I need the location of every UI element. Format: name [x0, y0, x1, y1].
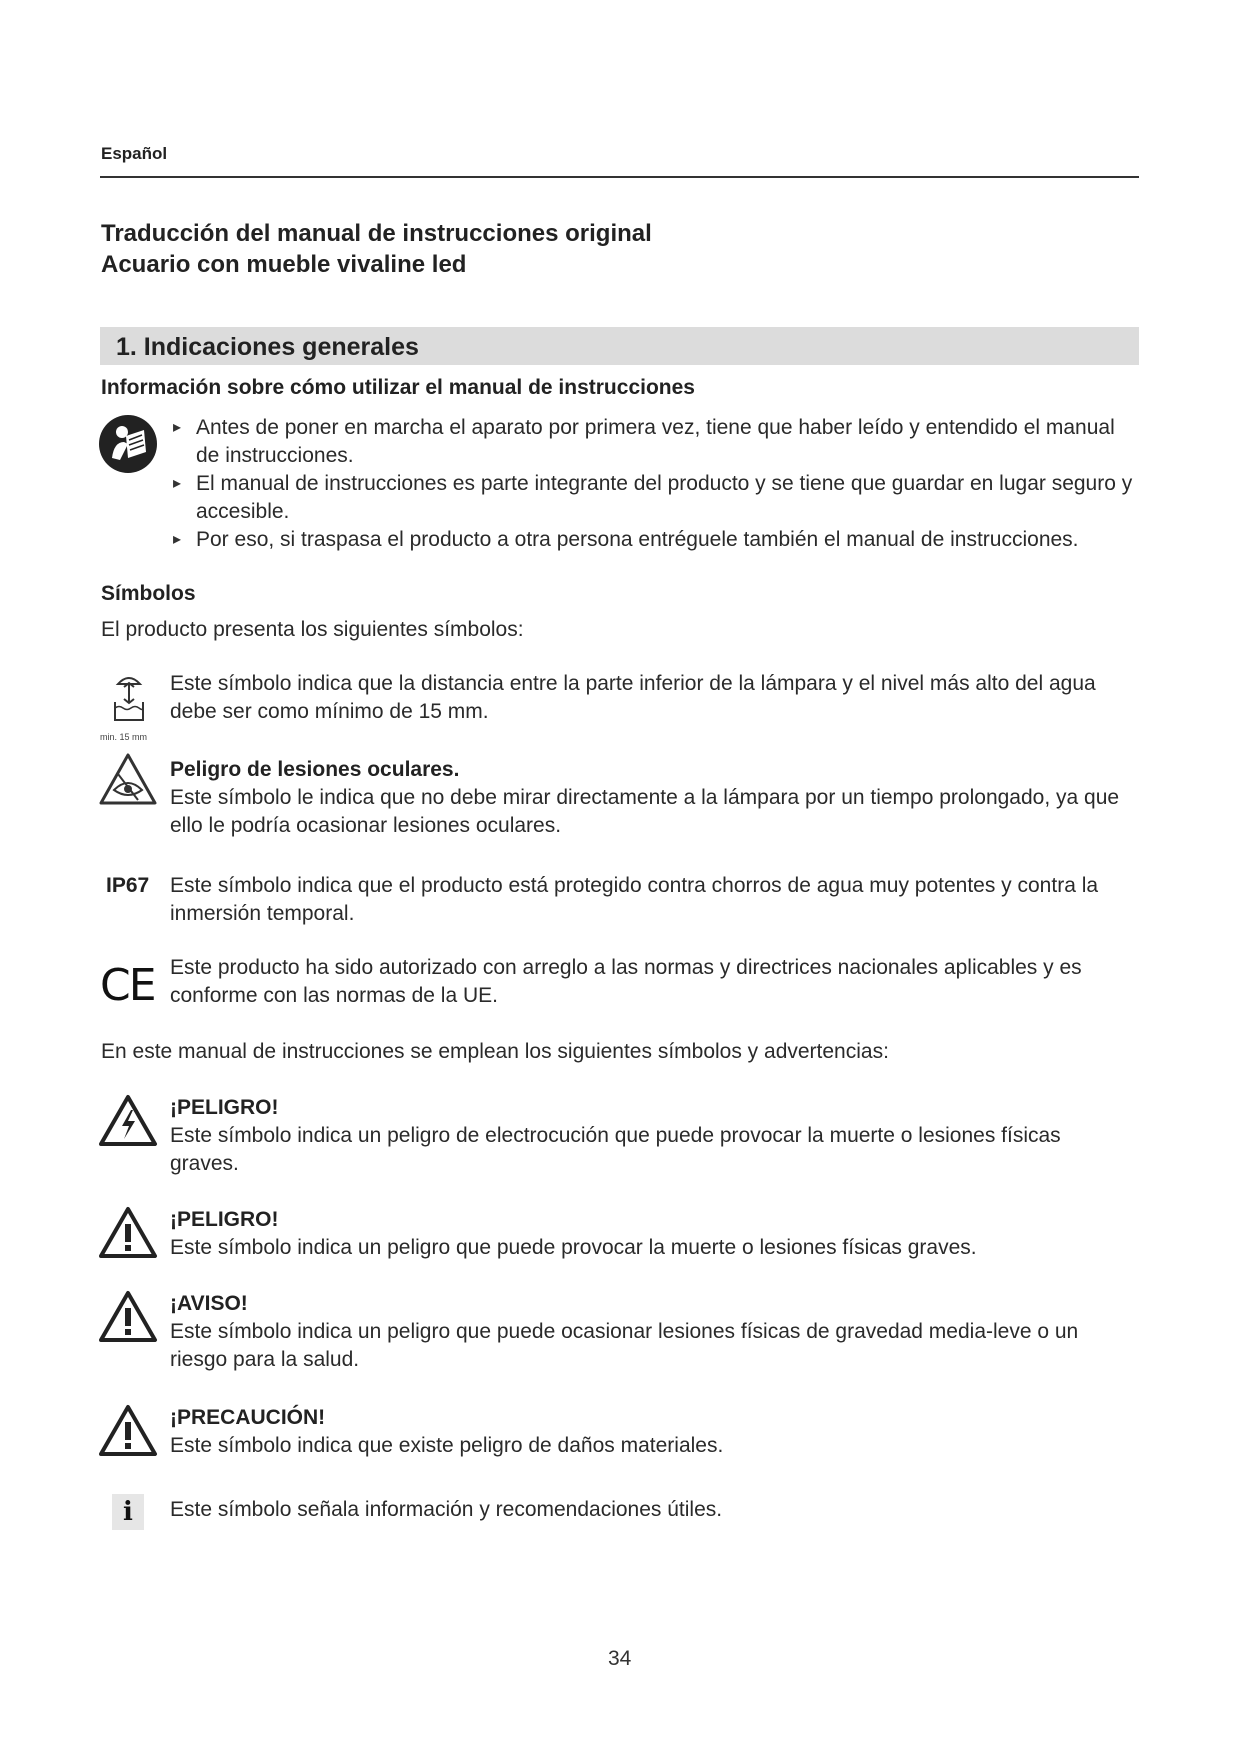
ce-mark-icon: CE — [100, 960, 155, 1011]
eye-hazard-title: Peligro de lesiones oculares. — [170, 758, 460, 781]
info-icon-glyph: i — [123, 1497, 133, 1527]
list-item: ▸ Antes de poner en marcha el aparato por primera vez, tiene que haber leído y entendido el manual de instrucciones. — [173, 414, 1133, 470]
warning-text: Este símbolo indica un peligro que puede provocar la muerte o lesiones físicas graves. — [170, 1236, 977, 1259]
document-subtitle: Acuario con mueble vivaline led — [101, 251, 467, 278]
lamp-distance-text: Este símbolo indica que la distancia entre la parte inferior de la lámpara y el nivel más alto del agua debe ser como mínimo de 15 mm. — [170, 672, 1096, 723]
warning-text: Este símbolo indica un peligro de electrocución que puede provocar la muerte o lesiones físicas graves. — [170, 1124, 1061, 1175]
warning-text: Este símbolo indica que existe peligro de daños materiales. — [170, 1434, 724, 1457]
warning-block-danger — [170, 1206, 1135, 1262]
info-text: Este símbolo señala información y recomendaciones útiles. — [170, 1498, 723, 1521]
warning-triangle-icon — [98, 1404, 158, 1458]
warning-title: ¡PELIGRO! — [170, 1208, 279, 1231]
header-rule — [100, 176, 1139, 178]
language-label: Español — [101, 144, 168, 163]
lamp-distance-icon — [112, 672, 146, 730]
list-item: ▸ Por eso, si traspasa el producto a otra persona entréguele también el manual de instrucciones. — [173, 526, 1133, 554]
read-manual-icon — [98, 414, 158, 474]
symbols-heading: Símbolos — [101, 582, 196, 605]
manual-info-list — [173, 414, 1133, 554]
warning-title: ¡PELIGRO! — [170, 1096, 279, 1119]
lamp-distance-label: min. 15 mm — [100, 732, 148, 742]
eye-hazard-block — [170, 756, 1135, 840]
eye-hazard-text: Este símbolo le indica que no debe mirar directamente a la lámpara por un tiempo prolongado, ya que ello le podría ocasionar lesiones oculares. — [170, 786, 1120, 837]
warning-triangle-icon — [98, 1206, 158, 1260]
warning-block-caution — [170, 1404, 1135, 1460]
warnings-intro: En este manual de instrucciones se emplean los siguientes símbolos y advertencias: — [101, 1040, 889, 1063]
symbols-intro: El producto presenta los siguientes símbolos: — [101, 618, 524, 641]
warning-text: Este símbolo indica un peligro que puede ocasionar lesiones físicas de gravedad media-leve o un riesgo para la salud. — [170, 1320, 1079, 1371]
electric-hazard-icon — [98, 1094, 158, 1148]
warning-block-electric — [170, 1094, 1135, 1178]
section-title: 1. Indicaciones generales — [116, 333, 419, 361]
ip67-label: IP67 — [106, 874, 150, 897]
ip67-text: Este símbolo indica que el producto está protegido contra chorros de agua muy potentes y contra la inmersión temporal. — [170, 874, 1099, 925]
warning-title: ¡AVISO! — [170, 1292, 248, 1315]
eye-hazard-icon — [98, 752, 158, 808]
warning-triangle-icon — [98, 1290, 158, 1344]
info-icon — [112, 1494, 144, 1530]
document-title: Traducción del manual de instrucciones original — [101, 220, 652, 247]
warning-block-notice — [170, 1290, 1135, 1374]
manual-info-heading: Información sobre cómo utilizar el manual de instrucciones — [101, 376, 695, 399]
ce-text: Este producto ha sido autorizado con arreglo a las normas y directrices nacionales aplicables y es conforme con las normas de la UE. — [170, 956, 1082, 1007]
list-item: ▸ El manual de instrucciones es parte integrante del producto y se tiene que guardar en lugar seguro y accesible. — [173, 470, 1133, 526]
warning-title: ¡PRECAUCIÓN! — [170, 1406, 326, 1429]
page-number: 34 — [608, 1647, 632, 1670]
